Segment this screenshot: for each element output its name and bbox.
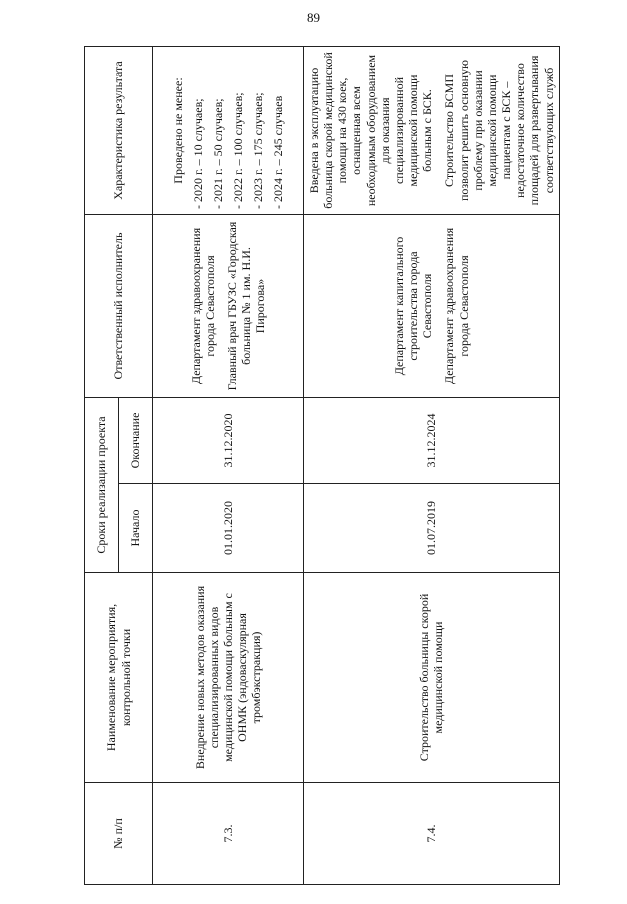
result-item: - 2024 г. – 245 случаев (271, 95, 286, 209)
result-paragraph-1: Введена в эксплуатацию больница скорой медицинской помощи на 430 коек, оснащенная всем необходимым оборудованием для оказания специализированной медицинской помощи больным с БСК. (307, 52, 435, 209)
header-responsible: Ответственный исполнитель (85, 215, 153, 398)
header-start: Начало (119, 484, 153, 573)
row-start: 01.01.2020 (153, 484, 304, 573)
row-name: Строительство больницы скорой медицинской помощи (304, 573, 560, 783)
responsible-1: Департамент здравоохранения города Севастополя (188, 227, 217, 385)
row-responsible (304, 215, 560, 398)
row-num: 7.3. (153, 783, 304, 885)
row-start: 01.07.2019 (304, 484, 560, 573)
header-end: Окончание (119, 398, 153, 484)
responsible-2: Департамент здравоохранения города Севастополя (442, 227, 471, 385)
page-number: 89 (307, 10, 320, 25)
row-num: 7.4. (304, 783, 560, 885)
header-terms: Сроки реализации проекта (85, 398, 119, 573)
result-intro: Проведено не менее: (170, 77, 185, 184)
header-num: № п/п (85, 783, 153, 885)
row-end: 31.12.2020 (153, 398, 304, 484)
result-item: - 2021 г. – 50 случаев; (210, 98, 225, 209)
rotated-table-container (84, 47, 554, 885)
header-result: Характеристика результата (85, 47, 153, 215)
header-name: Наименование мероприятия, контрольной точки (85, 573, 153, 783)
result-item: - 2020 г. – 10 случаев; (190, 98, 205, 209)
row-name: Внедрение новых методов оказания специализированных видов медицинской помощи больным с ОНМК (эндоваскулярная тромбэкстракция) (153, 573, 304, 783)
row-result (304, 47, 560, 215)
result-paragraph-2: Строительство БСМП позволит решить основную проблему при оказании медицинской помощи пациентам с БСК – недостаточное количество площадей для развертывания соответствующих служб (442, 55, 556, 206)
row-responsible (153, 215, 304, 398)
responsible-1: Департамент капитального строительства города Севастополя (391, 236, 435, 376)
table-row (153, 47, 304, 885)
row-end: 31.12.2024 (304, 398, 560, 484)
project-table (84, 46, 560, 885)
result-item: - 2023 г. – 175 случаев; (251, 92, 266, 209)
table-row (304, 47, 560, 885)
result-item: - 2022 г. – 100 случаев; (231, 92, 245, 209)
responsible-2: Главный врач ГБУЗС «Городская больница № 1 им. Н.И. Пирогова» (224, 221, 268, 391)
row-result (153, 47, 304, 215)
